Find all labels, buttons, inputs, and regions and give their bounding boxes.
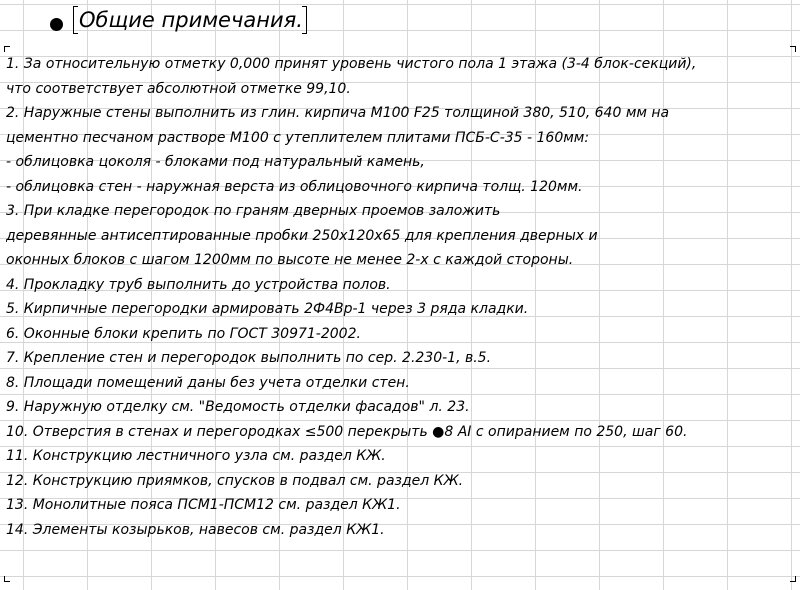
note-line: 13. Монолитные пояса ПСМ1-ПСМ12 см. раздел КЖ1. xyxy=(6,497,401,513)
page-title: Общие примечания. xyxy=(79,8,303,32)
note-line: деревянные антисептированные пробки 250х120х65 для крепления дверных и xyxy=(6,227,598,244)
note-line: 12. Конструкцию приямков, спусков в подвал см. раздел КЖ. xyxy=(6,472,464,489)
frame-corner-bottom-left xyxy=(4,576,10,582)
note-line: 11. Конструкцию лестничного узла см. раздел КЖ. xyxy=(6,448,386,464)
note-line: 7. Крепление стен и перегородок выполнить по сер. 2.230-1, в.5. xyxy=(6,350,492,366)
note-line: 1. За относительную отметку 0,000 принят уровень чистого пола 1 этажа (3-4 блок-секций), xyxy=(6,56,697,72)
note-line: 10. Отверстия в стенах и перегородках ≤500 перекрыть ●8 AI с опиранием по 250, шаг 60. xyxy=(6,423,688,440)
note-line: цементно песчаном растворе М100 с утеплителем плитами ПСБ-С-35 - 160мм: xyxy=(6,129,590,146)
note-line: 2. Наружные стены выполнить из глин. кирпича М100 F25 толщиной 380, 510, 640 мм на xyxy=(6,105,670,121)
note-line: 14. Элементы козырьков, навесов см. раздел КЖ1. xyxy=(6,521,385,538)
notes-list xyxy=(6,52,796,542)
note-line: - облицовка стен - наружная верста из облицовочного кирпича толщ. 120мм. xyxy=(6,178,583,195)
title-frame xyxy=(73,6,307,34)
bullet-icon xyxy=(50,18,63,31)
title-row xyxy=(50,2,307,38)
note-line: что соответствует абсолютной отметке 99,10. xyxy=(6,80,351,97)
note-line: 5. Кирпичные перегородки армировать 2Ф4Вр-1 через 3 ряда кладки. xyxy=(6,301,529,317)
note-line: 4. Прокладку труб выполнить до устройства полов. xyxy=(6,276,391,293)
note-line: 3. При кладке перегородок по граням дверных проемов заложить xyxy=(6,203,501,219)
note-line: 6. Оконные блоки крепить по ГОСТ 30971-2002. xyxy=(6,325,361,342)
note-line: 8. Площади помещений даны без учета отделки стен. xyxy=(6,374,410,391)
frame-corner-bottom-right xyxy=(790,576,796,582)
note-line: 9. Наружную отделку см. "Ведомость отделки фасадов" л. 23. xyxy=(6,399,470,415)
note-line: - облицовка цоколя - блоками под натуральный камень, xyxy=(6,154,425,170)
note-line: оконных блоков с шагом 1200мм по высоте не менее 2-х с каждой стороны. xyxy=(6,252,574,268)
